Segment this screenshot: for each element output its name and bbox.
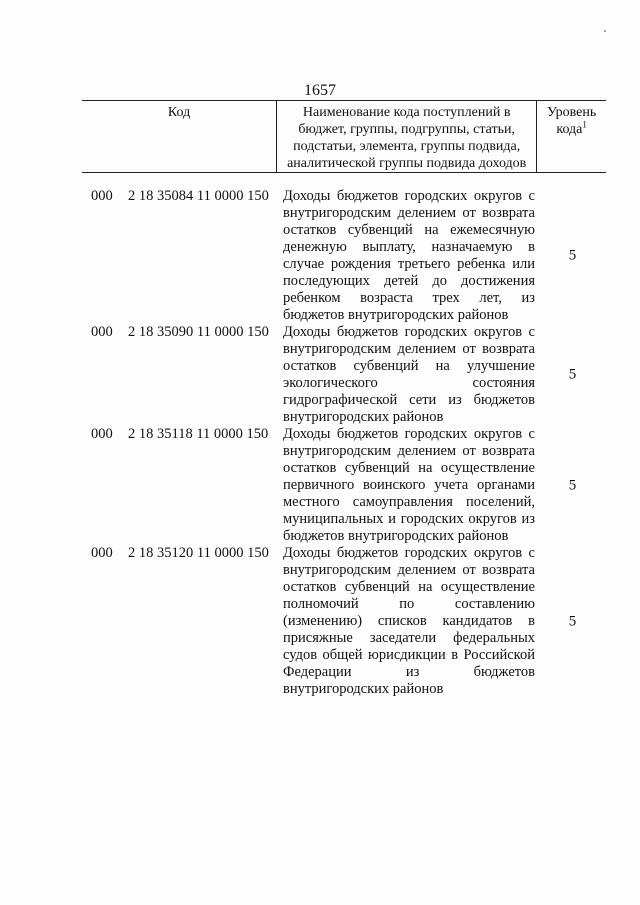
scan-speck (604, 30, 606, 32)
admin-code: 000 (91, 324, 113, 340)
income-code: 2 18 35084 11 0000 150 (128, 188, 269, 204)
income-code: 2 18 35090 11 0000 150 (128, 324, 269, 340)
header-level (537, 101, 606, 173)
header-code-label: Код (167, 105, 191, 120)
income-description: Доходы бюджетов городских округов с внутригородским делением от возврата остатков субвенций на улучшение экологического состояния гидрографической сети из бюджетов внутригородских районов (283, 324, 535, 425)
table-row (0, 324, 640, 426)
page-number: 1657 (304, 82, 336, 99)
code-level: 5 (568, 477, 577, 493)
header-level-label: Уровень кода (546, 105, 597, 137)
header-name-label: Наименование кода поступлений в бюджет, группы, подгруппы, статьи, подстатьи, элемента, группы подвида, аналитической группы подвида доходов (287, 105, 527, 171)
header-code (82, 101, 277, 173)
income-description: Доходы бюджетов городских округов с внутригородским делением от возврата остатков субвенций на осуществление полномочий по составлению (изменению) списков кандидатов в присяжные заседатели федеральных судов общей юрисдикции в Российской Федерации из бюджетов внутригородских районов (283, 545, 535, 697)
table-row (0, 188, 640, 324)
admin-code: 000 (91, 545, 113, 561)
income-code: 2 18 35120 11 0000 150 (128, 545, 269, 561)
footnote-mark: 1 (582, 119, 587, 130)
code-level: 5 (568, 366, 577, 383)
table-row (0, 426, 640, 545)
admin-code: 000 (91, 426, 113, 442)
income-description: Доходы бюджетов городских округов с внутригородским делением от возврата остатков субвенций на осуществление первичного воинского учета органами местного самоуправления поселений, муниципальных и городских округов из бюджетов внутригородских районов (283, 426, 535, 544)
income-code-list (0, 188, 640, 698)
income-code: 2 18 35118 11 0000 150 (128, 426, 269, 442)
income-description: Доходы бюджетов городских округов с внутригородским делением от возврата остатков субвенций на ежемесячную денежную выплату, назначаемую в случае рождения третьего ребенка или последующих детей до достижения ребенком возраста трех лет, из бюджетов внутригородских районов (283, 188, 535, 323)
table-header (82, 100, 606, 173)
table-row (0, 545, 640, 698)
header-name (277, 101, 537, 173)
admin-code: 000 (91, 188, 113, 204)
code-level: 5 (568, 247, 577, 264)
code-level: 5 (568, 613, 577, 629)
